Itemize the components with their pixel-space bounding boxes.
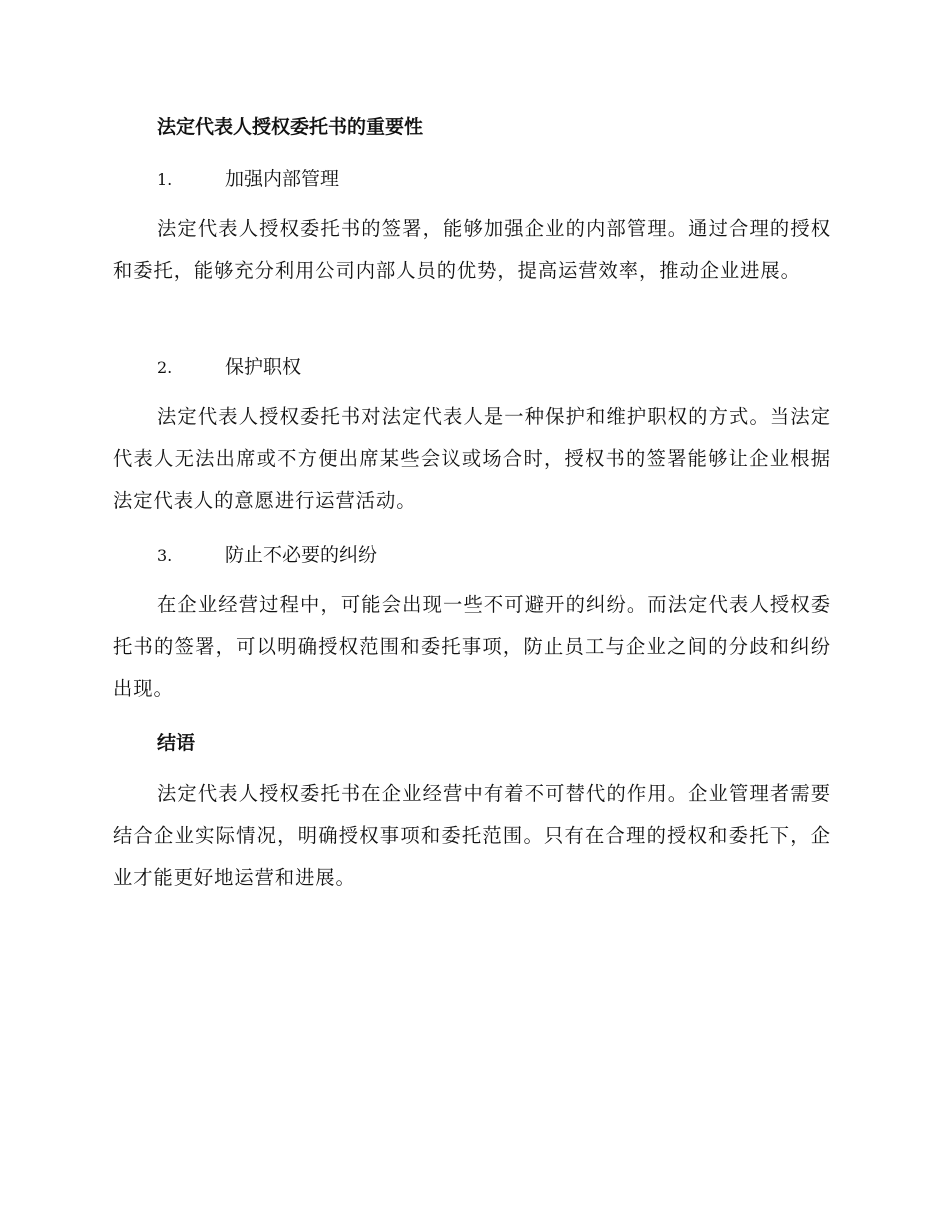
list-number: 1. xyxy=(157,170,173,189)
section-heading: 法定代表人授权委托书的重要性 xyxy=(157,116,424,138)
paragraph: 法定代表人授权委托书在企业经营中有着不可替代的作用。企业管理者需要结合企业实际情况，明确授权事项和委托范围。只有在合理的授权和委托下，企业才能更好地运营和进展。 xyxy=(113,782,831,889)
list-item-title: 加强内部管理 xyxy=(225,168,340,190)
list-number: 3. xyxy=(157,546,173,565)
list-number: 2. xyxy=(157,358,173,377)
list-item-3 xyxy=(157,543,377,568)
paragraph: 法定代表人授权委托书的签署，能够加强企业的内部管理。通过合理的授权和委托，能够充分利用公司内部人员的优势，提高运营效率，推动企业进展。 xyxy=(113,217,831,282)
paragraph: 法定代表人授权委托书对法定代表人是一种保护和维护职权的方式。当法定代表人无法出席或不方便出席某些会议或场合时，授权书的签署能够让企业根据法定代表人的意愿进行运营活动。 xyxy=(113,405,831,512)
list-item-title: 保护职权 xyxy=(225,356,302,378)
list-item-title: 防止不必要的纠纷 xyxy=(225,544,378,566)
list-item-1 xyxy=(157,167,339,192)
paragraph: 在企业经营过程中，可能会出现一些不可避开的纠纷。而法定代表人授权委托书的签署，可以明确授权范围和委托事项，防止员工与企业之间的分歧和纠纷出现。 xyxy=(113,593,831,700)
conclusion-heading: 结语 xyxy=(157,732,196,754)
list-item-2 xyxy=(157,355,301,380)
